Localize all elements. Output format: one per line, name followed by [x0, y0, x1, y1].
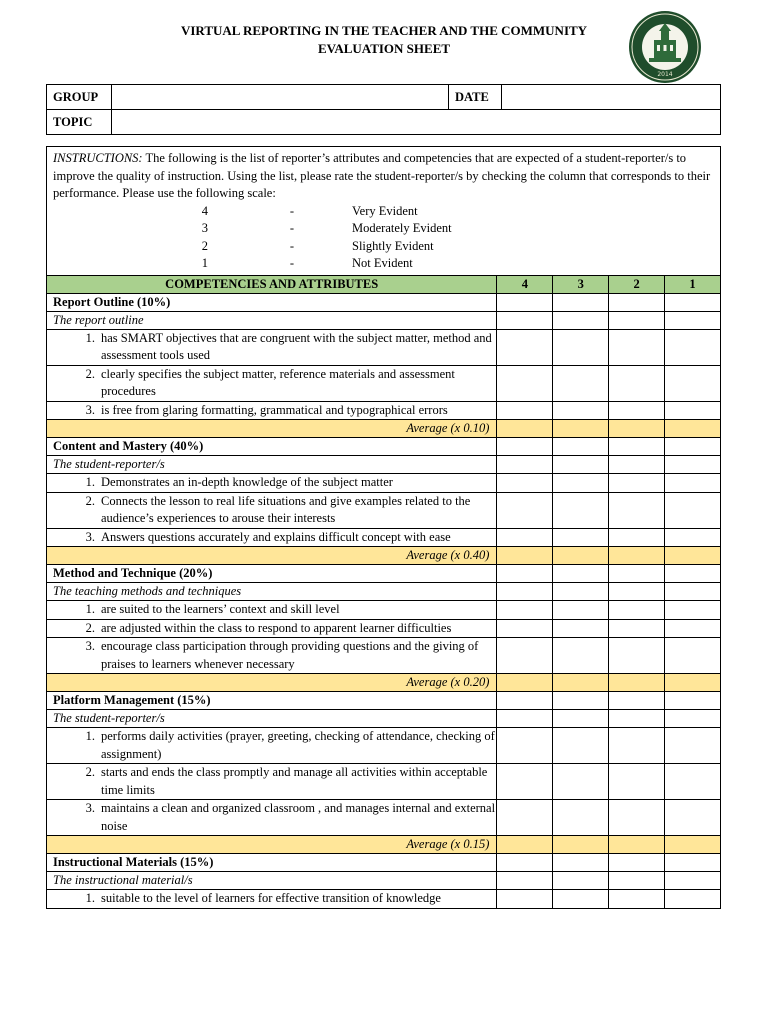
criteria-rating-cell-3[interactable] [553, 800, 609, 836]
average-rating-cell-1[interactable] [665, 836, 721, 854]
section-subtitle-row [47, 583, 721, 601]
criteria-number: 2. [85, 620, 95, 635]
subtitle-rating-cell-2[interactable] [609, 311, 665, 329]
date-label: DATE [449, 85, 502, 110]
average-rating-cell-4[interactable] [497, 547, 553, 565]
criteria-row [47, 365, 721, 401]
subtitle-rating-cell-2[interactable] [609, 710, 665, 728]
subtitle-rating-cell-3[interactable] [553, 710, 609, 728]
date-field[interactable] [502, 85, 721, 110]
scale-item: 4 - Very Evident [201, 203, 418, 218]
section-title-row [47, 438, 721, 456]
topic-label: TOPIC [47, 110, 112, 135]
average-rating-cell-4[interactable] [497, 420, 553, 438]
criteria-rating-cell-3[interactable] [553, 401, 609, 420]
subtitle-rating-cell-2[interactable] [609, 583, 665, 601]
criteria-rating-cell-3[interactable] [553, 329, 609, 365]
subtitle-rating-cell-1[interactable] [665, 311, 721, 329]
average-rating-cell-2[interactable] [609, 674, 665, 692]
section-subtitle: The instructional material/s [47, 872, 497, 890]
criteria-number: 1. [85, 330, 95, 345]
subtitle-rating-cell-3[interactable] [553, 456, 609, 474]
section-subtitle-row [47, 311, 721, 329]
criteria-rating-cell-1[interactable] [665, 365, 721, 401]
criteria-cell [47, 474, 497, 493]
subtitle-rating-cell-3[interactable] [553, 872, 609, 890]
criteria-rating-cell-2[interactable] [609, 474, 665, 493]
section-title: Content and Mastery (40%) [47, 438, 497, 456]
criteria-rating-cell-4[interactable] [497, 601, 553, 620]
section-rating-cell-1[interactable] [665, 293, 721, 311]
section-subtitle-row [47, 872, 721, 890]
criteria-cell [47, 800, 497, 836]
average-row [47, 836, 721, 854]
subtitle-rating-cell-4[interactable] [497, 456, 553, 474]
criteria-rating-cell-2[interactable] [609, 638, 665, 674]
criteria-row [47, 800, 721, 836]
average-rating-cell-3[interactable] [553, 547, 609, 565]
title-line-1: VIRTUAL REPORTING IN THE TEACHER AND THE COMMUNITY [180, 23, 588, 38]
criteria-rating-cell-3[interactable] [553, 619, 609, 638]
criteria-row [47, 401, 721, 420]
criteria-rating-cell-4[interactable] [497, 638, 553, 674]
section-title: Instructional Materials (15%) [47, 854, 497, 872]
criteria-rating-cell-3[interactable] [553, 474, 609, 493]
column-header-row [47, 275, 721, 293]
average-rating-cell-3[interactable] [553, 674, 609, 692]
criteria-rating-cell-4[interactable] [497, 474, 553, 493]
criteria-cell [47, 764, 497, 800]
criteria-number: 2. [85, 366, 95, 381]
criteria-rating-cell-1[interactable] [665, 638, 721, 674]
instructions-label: INSTRUCTIONS: [53, 151, 143, 165]
criteria-rating-cell-4[interactable] [497, 800, 553, 836]
section-rating-cell-1[interactable] [665, 854, 721, 872]
section-subtitle: The teaching methods and techniques [47, 583, 497, 601]
criteria-rating-cell-2[interactable] [609, 728, 665, 764]
criteria-rating-cell-3[interactable] [553, 728, 609, 764]
subtitle-rating-cell-2[interactable] [609, 456, 665, 474]
average-rating-cell-3[interactable] [553, 420, 609, 438]
criteria-rating-cell-3[interactable] [553, 890, 609, 909]
subtitle-rating-cell-3[interactable] [553, 311, 609, 329]
criteria-row [47, 638, 721, 674]
criteria-rating-cell-3[interactable] [553, 365, 609, 401]
svg-text:2014: 2014 [657, 71, 673, 78]
criteria-rating-cell-1[interactable] [665, 601, 721, 620]
school-seal-icon [628, 10, 702, 84]
section-rating-cell-2[interactable] [609, 692, 665, 710]
average-rating-cell-2[interactable] [609, 547, 665, 565]
section-rating-cell-4[interactable] [497, 854, 553, 872]
subtitle-rating-cell-4[interactable] [497, 872, 553, 890]
criteria-text: clearly specifies the subject matter, reference materials and assessment procedures [101, 366, 455, 398]
section-rating-cell-3[interactable] [553, 293, 609, 311]
criteria-rating-cell-4[interactable] [497, 329, 553, 365]
subtitle-rating-cell-3[interactable] [553, 583, 609, 601]
average-row [47, 674, 721, 692]
criteria-rating-cell-1[interactable] [665, 474, 721, 493]
criteria-number: 1. [85, 602, 95, 616]
criteria-text: Answers questions accurately and explains difficult concept with ease [101, 529, 451, 544]
section-rating-cell-2[interactable] [609, 565, 665, 583]
criteria-text: are adjusted within the class to respond to apparent learner difficulties [101, 620, 452, 635]
criteria-rating-cell-2[interactable] [609, 619, 665, 638]
criteria-rating-cell-1[interactable] [665, 800, 721, 836]
column-header-4: 4 [497, 275, 553, 293]
subtitle-rating-cell-4[interactable] [497, 311, 553, 329]
section-rating-cell-3[interactable] [553, 692, 609, 710]
criteria-cell [47, 619, 497, 638]
criteria-rating-cell-4[interactable] [497, 401, 553, 420]
criteria-row [47, 492, 721, 528]
average-label: Average (x 0.10) [47, 420, 497, 438]
section-subtitle: The student-reporter/s [47, 710, 497, 728]
criteria-cell [47, 890, 497, 909]
criteria-rating-cell-4[interactable] [497, 528, 553, 547]
criteria-number: 1. [85, 729, 95, 743]
criteria-rating-cell-1[interactable] [665, 528, 721, 547]
criteria-number: 2. [85, 493, 95, 508]
criteria-row [47, 329, 721, 365]
criteria-rating-cell-2[interactable] [609, 764, 665, 800]
criteria-rating-cell-3[interactable] [553, 764, 609, 800]
criteria-rating-cell-1[interactable] [665, 764, 721, 800]
criteria-rating-cell-4[interactable] [497, 764, 553, 800]
criteria-number: 3. [85, 529, 95, 544]
criteria-cell [47, 601, 497, 620]
criteria-cell [47, 492, 497, 528]
subtitle-rating-cell-1[interactable] [665, 583, 721, 601]
criteria-rating-cell-2[interactable] [609, 492, 665, 528]
criteria-row [47, 764, 721, 800]
criteria-number: 3. [85, 639, 95, 653]
average-row [47, 547, 721, 565]
criteria-rating-cell-2[interactable] [609, 800, 665, 836]
criteria-text: is free from glaring formatting, grammatical and typographical errors [101, 402, 448, 417]
section-subtitle-row [47, 710, 721, 728]
criteria-number: 3. [85, 801, 95, 815]
criteria-row [47, 890, 721, 909]
scale-item: 2 - Slightly Evident [201, 238, 434, 253]
average-label: Average (x 0.15) [47, 836, 497, 854]
section-rating-cell-1[interactable] [665, 692, 721, 710]
criteria-rating-cell-1[interactable] [665, 890, 721, 909]
criteria-cell [47, 728, 497, 764]
criteria-rating-cell-4[interactable] [497, 365, 553, 401]
criteria-rating-cell-2[interactable] [609, 601, 665, 620]
group-field[interactable] [112, 85, 449, 110]
criteria-number: 2. [85, 765, 95, 779]
section-rating-cell-4[interactable] [497, 565, 553, 583]
average-rating-cell-2[interactable] [609, 836, 665, 854]
criteria-rating-cell-3[interactable] [553, 601, 609, 620]
criteria-rating-cell-1[interactable] [665, 728, 721, 764]
criteria-text: performs daily activities (prayer, greeting, checking of attendance, checking of assignment) [101, 729, 495, 761]
topic-field[interactable] [112, 110, 721, 135]
column-header-3: 3 [553, 275, 609, 293]
average-rating-cell-1[interactable] [665, 547, 721, 565]
subtitle-rating-cell-1[interactable] [665, 710, 721, 728]
criteria-text: suitable to the level of learners for effective transition of knowledge [101, 891, 441, 905]
instructions-text: The following is the list of reporter’s attributes and competencies that are expected of a student-reporter/s to improve the quality of instruction. Using the list, please rate the student-reporter/s by checking the column that corresponds to their performance. Please use the following scale: [53, 151, 711, 200]
criteria-text: Demonstrates an in-depth knowledge of the subject matter [101, 475, 393, 489]
criteria-number: 1. [85, 891, 95, 905]
section-title: Method and Technique (20%) [47, 565, 497, 583]
section-title-row [47, 565, 721, 583]
criteria-cell [47, 365, 497, 401]
section-rating-cell-2[interactable] [609, 293, 665, 311]
instructions-box [47, 147, 721, 276]
title-line-2: EVALUATION SHEET [317, 41, 451, 56]
criteria-row [47, 728, 721, 764]
criteria-rating-cell-2[interactable] [609, 890, 665, 909]
section-title-row [47, 692, 721, 710]
criteria-cell [47, 329, 497, 365]
criteria-cell [47, 528, 497, 547]
scale-item: 3 - Moderately Evident [201, 221, 452, 235]
document-title [100, 22, 668, 58]
section-title: Report Outline (10%) [47, 293, 497, 311]
section-rating-cell-3[interactable] [553, 565, 609, 583]
subtitle-rating-cell-1[interactable] [665, 872, 721, 890]
competencies-header: COMPETENCIES AND ATTRIBUTES [47, 275, 497, 293]
criteria-number: 3. [85, 402, 95, 417]
average-rating-cell-1[interactable] [665, 420, 721, 438]
section-subtitle: The report outline [47, 311, 497, 329]
average-rating-cell-2[interactable] [609, 420, 665, 438]
criteria-text: has SMART objectives that are congruent with the subject matter, method and assessment tools used [101, 330, 492, 362]
average-rating-cell-4[interactable] [497, 674, 553, 692]
section-rating-cell-3[interactable] [553, 854, 609, 872]
criteria-rating-cell-1[interactable] [665, 329, 721, 365]
criteria-cell [47, 638, 497, 674]
criteria-rating-cell-3[interactable] [553, 638, 609, 674]
section-title-row [47, 854, 721, 872]
scale-list [53, 203, 714, 273]
average-rating-cell-1[interactable] [665, 674, 721, 692]
header-table [46, 84, 721, 135]
section-rating-cell-4[interactable] [497, 293, 553, 311]
average-row [47, 420, 721, 438]
section-title: Platform Management (15%) [47, 692, 497, 710]
average-rating-cell-4[interactable] [497, 836, 553, 854]
average-rating-cell-3[interactable] [553, 836, 609, 854]
criteria-row [47, 528, 721, 547]
criteria-rating-cell-3[interactable] [553, 528, 609, 547]
criteria-number: 1. [85, 475, 95, 489]
subtitle-rating-cell-4[interactable] [497, 583, 553, 601]
evaluation-table [46, 146, 721, 909]
section-rating-cell-1[interactable] [665, 565, 721, 583]
group-label: GROUP [47, 85, 112, 110]
criteria-rating-cell-2[interactable] [609, 528, 665, 547]
criteria-rating-cell-2[interactable] [609, 401, 665, 420]
section-subtitle-row [47, 456, 721, 474]
subtitle-rating-cell-4[interactable] [497, 710, 553, 728]
criteria-row [47, 474, 721, 493]
section-rating-cell-2[interactable] [609, 438, 665, 456]
column-header-1: 1 [665, 275, 721, 293]
criteria-text: starts and ends the class promptly and manage all activities within acceptable time limits [101, 765, 488, 797]
criteria-rating-cell-4[interactable] [497, 619, 553, 638]
average-label: Average (x 0.20) [47, 674, 497, 692]
subtitle-rating-cell-1[interactable] [665, 456, 721, 474]
criteria-text: maintains a clean and organized classroom , and manages internal and external noise [101, 801, 496, 833]
criteria-text: are suited to the learners’ context and skill level [101, 602, 340, 616]
criteria-rating-cell-2[interactable] [609, 329, 665, 365]
criteria-rating-cell-2[interactable] [609, 365, 665, 401]
criteria-cell [47, 401, 497, 420]
criteria-rating-cell-4[interactable] [497, 728, 553, 764]
criteria-rating-cell-1[interactable] [665, 619, 721, 638]
section-rating-cell-4[interactable] [497, 438, 553, 456]
criteria-rating-cell-4[interactable] [497, 492, 553, 528]
average-label: Average (x 0.40) [47, 547, 497, 565]
criteria-row [47, 601, 721, 620]
scale-item: 1 - Not Evident [201, 256, 413, 270]
section-rating-cell-3[interactable] [553, 438, 609, 456]
criteria-text: Connects the lesson to real life situations and give examples related to the audience’s experiences to arouse their interests [101, 493, 471, 525]
criteria-text: encourage class participation through providing questions and the giving of praises to learners whenever necessary [101, 639, 479, 671]
criteria-rating-cell-1[interactable] [665, 492, 721, 528]
section-rating-cell-4[interactable] [497, 692, 553, 710]
criteria-row [47, 619, 721, 638]
subtitle-rating-cell-2[interactable] [609, 872, 665, 890]
section-subtitle: The student-reporter/s [47, 456, 497, 474]
section-title-row [47, 293, 721, 311]
column-header-2: 2 [609, 275, 665, 293]
criteria-rating-cell-4[interactable] [497, 890, 553, 909]
section-rating-cell-2[interactable] [609, 854, 665, 872]
section-rating-cell-1[interactable] [665, 438, 721, 456]
criteria-rating-cell-3[interactable] [553, 492, 609, 528]
criteria-rating-cell-1[interactable] [665, 401, 721, 420]
